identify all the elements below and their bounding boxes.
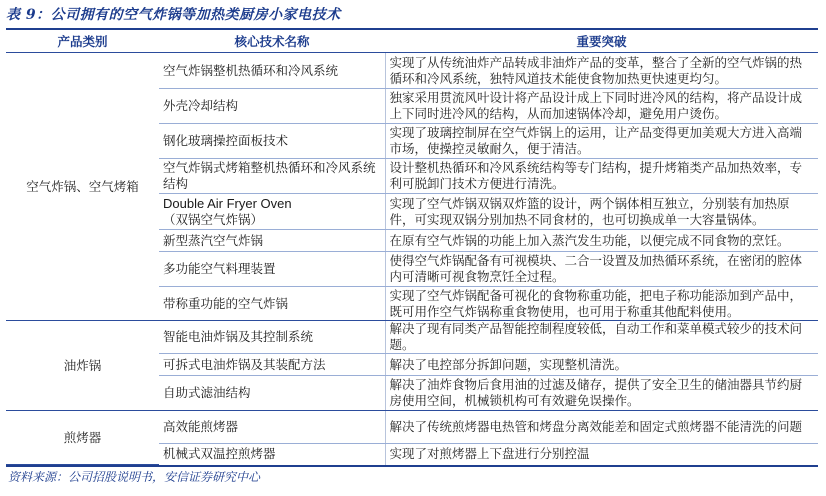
breakthrough-cell: 在原有空气炸锅的功能上加入蒸汽发生功能，以便完成不同食物的烹饪。	[385, 230, 818, 252]
table-title: 表 9：公司拥有的空气炸锅等加热类厨房小家电技术	[6, 7, 341, 23]
tech-cell: 智能电油炸锅及其控制系统	[159, 321, 385, 354]
tech-cell: 钢化玻璃操控面板技术	[159, 124, 385, 159]
breakthrough-cell: 实现了对煎烤器上下盘进行分别控温	[385, 444, 818, 465]
tech-subname: （双锅空气炸锅）	[163, 211, 264, 227]
source-rule	[6, 465, 818, 467]
breakthrough-cell: 实现了从传统油炸产品转成非油炸产品的变革，整合了全新的空气炸锅的热循环和冷风系统，独特风道技术能使食物加热更快速更均匀。	[385, 53, 818, 89]
tech-cell: 机械式双温控煎烤器	[159, 444, 385, 465]
breakthrough-cell: 设计整机热循环和冷风系统结构等专门结构，提升烤箱类产品加热效率，专利可脱卸门技术方便进行清洗。	[385, 159, 818, 194]
tech-cell: 高效能煎烤器	[159, 411, 385, 444]
tech-cell: 可拆式电油炸锅及其装配方法	[159, 354, 385, 376]
breakthrough-cell: 解决了传统煎烤器电热管和烤盘分离效能差和固定式煎烤器不能清洗的问题	[385, 411, 818, 444]
tech-cell: 外壳冷却结构	[159, 89, 385, 124]
breakthrough-cell: 解决了油炸食物后食用油的过滤及储存，提供了安全卫生的储油器具节约厨房使用空间，机械锁机构可有效避免误操作。	[385, 376, 818, 411]
breakthrough-cell: 独家采用贯流风叶设计将产品设计成上下同时进冷风的结构，将产品设计成上下同时进冷风的结构，从而加速锅体冷却，避免用户烫伤。	[385, 89, 818, 124]
tech-cell: 自助式滤油结构	[159, 376, 385, 411]
tech-cell: 多功能空气料理装置	[159, 252, 385, 287]
source-note: 资料来源：公司招股说明书，安信证券研究中心	[8, 470, 261, 484]
tech-table	[6, 30, 818, 465]
breakthrough-cell: 实现了空气炸锅双锅双炸篮的设计，两个锅体相互独立，分别装有加热原件，可实现双锅分别加热不同食材的，也可切换成单一大容量锅体。	[385, 194, 818, 230]
header-tech: 核心技术名称	[159, 30, 385, 53]
tech-cell	[159, 194, 385, 230]
table-row	[6, 321, 818, 354]
table-row	[6, 53, 818, 89]
header-breakthrough: 重要突破	[385, 30, 818, 53]
header-category: 产品类别	[6, 30, 159, 53]
tech-cell: 空气炸锅式烤箱整机热循环和冷风系统结构	[159, 159, 385, 194]
header-row	[6, 30, 818, 53]
table-row	[6, 411, 818, 444]
breakthrough-cell: 使得空气炸锅配备有可视模块、二合一设置及加热循环系统，在密闭的腔体内可清晰可视食物烹饪全过程。	[385, 252, 818, 287]
tech-cell: 新型蒸汽空气炸锅	[159, 230, 385, 252]
category-cell: 油炸锅	[6, 321, 159, 411]
breakthrough-cell: 解决了电控部分拆卸问题，实现整机清洗。	[385, 354, 818, 376]
breakthrough-cell: 实现了空气炸锅配备可视化的食物称重功能，把电子称功能添加到产品中，既可用作空气炸锅称重食物使用，也可用于称重其他配料使用。	[385, 287, 818, 321]
breakthrough-cell: 实现了玻璃控制屏在空气炸锅上的运用，让产品变得更加美观大方进入高端市场，使操控灵敏耐久，便于清洁。	[385, 124, 818, 159]
breakthrough-cell: 解决了现有同类产品智能控制程度较低，自动工作和菜单模式较少的技术问题。	[385, 321, 818, 354]
tech-cell: 空气炸锅整机热循环和冷风系统	[159, 53, 385, 89]
category-cell: 空气炸锅、空气烤箱	[6, 53, 159, 321]
category-cell: 煎烤器	[6, 411, 159, 465]
tech-cell: 带称重功能的空气炸锅	[159, 287, 385, 321]
tech-name: Double Air Fryer Oven	[163, 195, 292, 211]
